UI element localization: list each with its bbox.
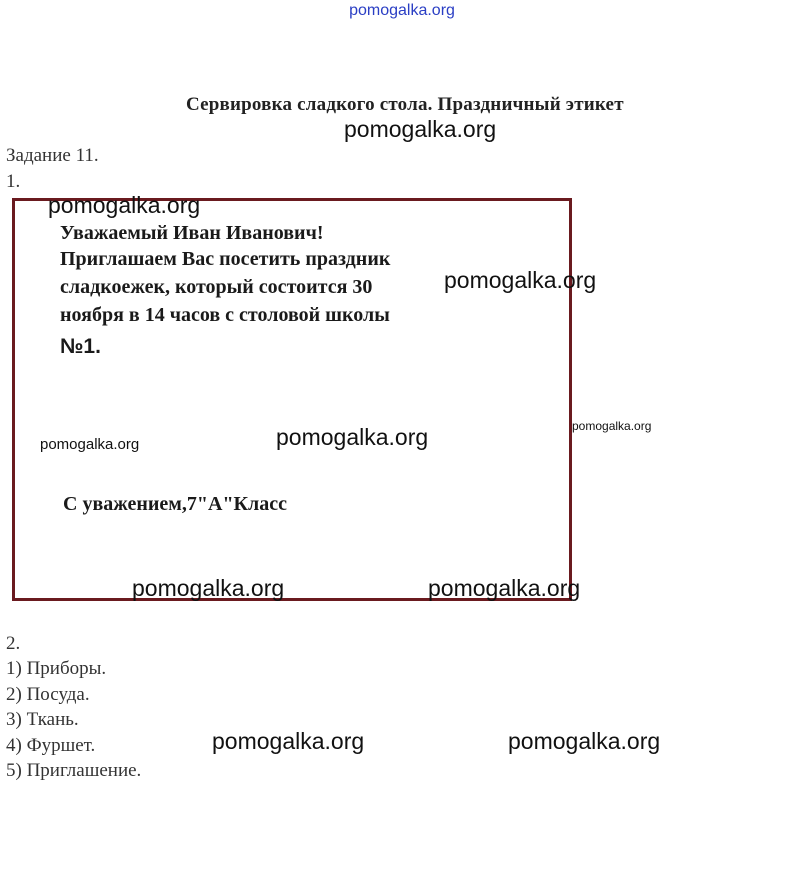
answer-item: 1) Приборы. — [6, 658, 107, 679]
answer-item: 4) Фуршет. — [6, 735, 96, 756]
watermark: pomogalka.org — [444, 267, 597, 293]
site-header-link[interactable]: pomogalka.org — [349, 2, 455, 19]
section-1-marker: 1. — [6, 171, 21, 192]
watermark: pomogalka.org — [344, 116, 497, 142]
invitation-line: сладкоежек, который состоится 30 — [60, 276, 373, 298]
watermark: pomogalka.org — [48, 192, 201, 218]
watermark: pomogalka.org — [40, 436, 140, 453]
answer-item: 3) Ткань. — [6, 709, 79, 730]
watermark: pomogalka.org — [276, 424, 429, 450]
section-2-marker: 2. — [6, 633, 21, 654]
watermark: pomogalka.org — [132, 575, 285, 601]
page-title: Сервировка сладкого стола. Праздничный этикет — [186, 94, 624, 115]
watermark: pomogalka.org — [428, 575, 581, 601]
watermark: pomogalka.org — [212, 728, 365, 754]
answer-item: 2) Посуда. — [6, 684, 90, 705]
invitation-greeting: Уважаемый Иван Иванович! — [60, 222, 324, 244]
invitation-school-number: №1. — [60, 335, 101, 358]
invitation-line: Приглашаем Вас посетить праздник — [60, 248, 391, 270]
watermark: pomogalka.org — [508, 728, 661, 754]
invitation-signature: С уважением,7"А"Класс — [63, 493, 288, 515]
task-label: Задание 11. — [6, 145, 99, 166]
invitation-line: ноября в 14 часов с столовой школы — [60, 304, 390, 326]
watermark: pomogalka.org — [572, 419, 652, 433]
answer-item: 5) Приглашение. — [6, 760, 142, 781]
